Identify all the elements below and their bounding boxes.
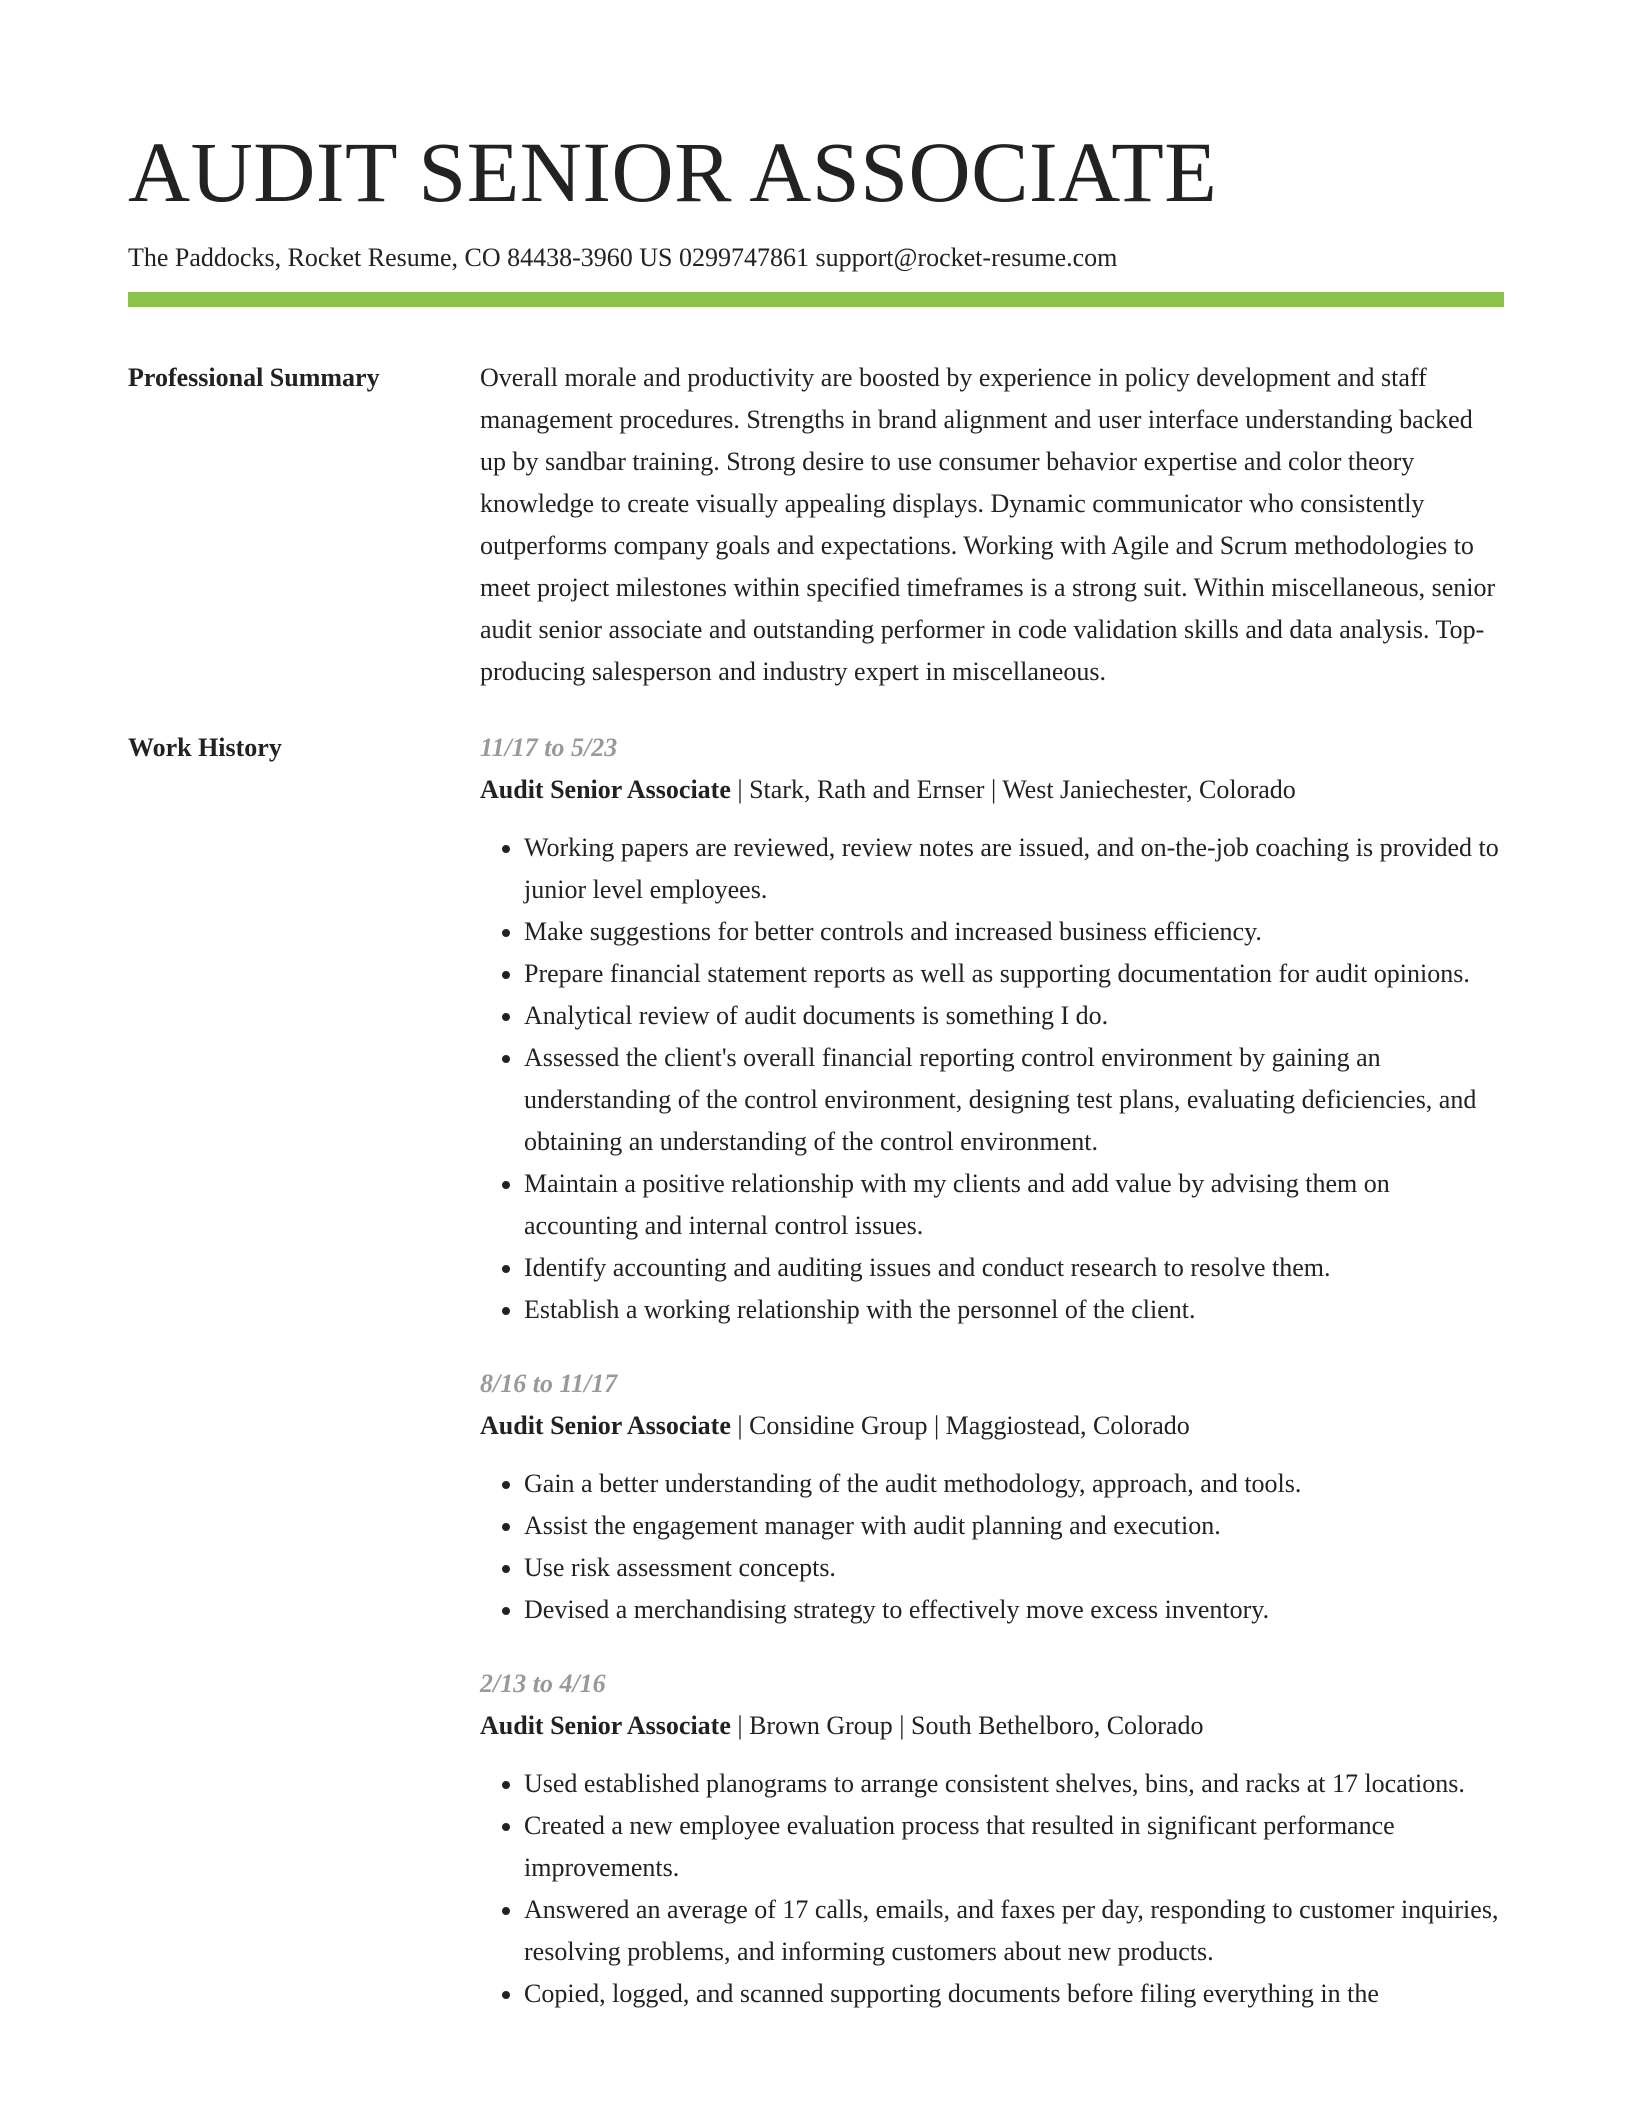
job-title: Audit Senior Associate xyxy=(480,775,731,804)
job-bullet: • Maintain a positive relationship with my clients and add value by advising them on accounting and internal control issues. xyxy=(524,1163,1504,1247)
resume-page xyxy=(128,0,1504,2047)
job-bullet-list xyxy=(480,1763,1504,2015)
job-title: Audit Senior Associate xyxy=(480,1711,731,1740)
job-bullet: • Assist the engagement manager with audit planning and execution. xyxy=(524,1505,1504,1547)
job-title: Audit Senior Associate xyxy=(480,1411,731,1440)
section-label-summary: Professional Summary xyxy=(128,363,380,392)
job-bullet: • Used established planograms to arrange consistent shelves, bins, and racks at 17 locations. xyxy=(524,1763,1504,1805)
job-employer-location: | Brown Group | South Bethelboro, Colorado xyxy=(730,1711,1204,1740)
job-bullet: • Establish a working relationship with the personnel of the client. xyxy=(524,1289,1504,1331)
resume-name: AUDIT SENIOR ASSOCIATE xyxy=(128,124,1218,220)
job-title-line xyxy=(480,1405,1504,1447)
job-bullet: • Assessed the client's overall financial reporting control environment by gaining an understanding of the control environment, designing test plans, evaluating deficiencies, and obtaining an understanding of the control environment. xyxy=(524,1037,1504,1163)
summary-body xyxy=(480,357,1504,693)
job-bullet: • Identify accounting and auditing issues and conduct research to resolve them. xyxy=(524,1247,1504,1289)
job-bullet: • Working papers are reviewed, review notes are issued, and on-the-job coaching is provided to junior level employees. xyxy=(524,827,1504,911)
job-dates: 8/16 to 11/17 xyxy=(480,1369,618,1398)
job-bullet: • Devised a merchandising strategy to effectively move excess inventory. xyxy=(524,1589,1504,1631)
job-employer-location: | Stark, Rath and Ernser | West Janiechester, Colorado xyxy=(730,775,1296,804)
section-label-work-history: Work History xyxy=(128,733,282,762)
work-history-section xyxy=(128,727,1504,2047)
job-bullet-list xyxy=(480,827,1504,1331)
job-title-line xyxy=(480,769,1504,811)
professional-summary-section xyxy=(128,357,1504,693)
job-bullet: • Gain a better understanding of the audit methodology, approach, and tools. xyxy=(524,1463,1504,1505)
job-bullet-list xyxy=(480,1463,1504,1631)
job-dates: 11/17 to 5/23 xyxy=(480,733,618,762)
job-employer-location: | Considine Group | Maggiostead, Colorado xyxy=(730,1411,1190,1440)
job-bullet: • Created a new employee evaluation process that resulted in significant performance improvements. xyxy=(524,1805,1504,1889)
job-bullet: • Copied, logged, and scanned supporting documents before filing everything in the xyxy=(524,1973,1504,2015)
job-bullet: • Use risk assessment concepts. xyxy=(524,1547,1504,1589)
job-bullet: • Analytical review of audit documents is something I do. xyxy=(524,995,1504,1037)
job-entry xyxy=(480,727,1504,1331)
accent-divider xyxy=(128,292,1504,307)
contact-line: The Paddocks, Rocket Resume, CO 84438-3960 US 0299747861 support@rocket-resume.com xyxy=(128,243,1118,272)
job-title-line xyxy=(480,1705,1504,1747)
work-history-body xyxy=(480,727,1504,2047)
job-entry xyxy=(480,1363,1504,1631)
job-dates: 2/13 to 4/16 xyxy=(480,1669,606,1698)
job-bullet: • Prepare financial statement reports as well as supporting documentation for audit opinions. xyxy=(524,953,1504,995)
job-entry xyxy=(480,1663,1504,2015)
job-bullet: • Make suggestions for better controls and increased business efficiency. xyxy=(524,911,1504,953)
summary-text: Overall morale and productivity are boosted by experience in policy development and staff management procedures. Strengths in brand alignment and user interface understanding backed up by sandbar training. Strong desire to use consumer behavior expertise and color theory knowledge to create visually appealing displays. Dynamic communicator who consistently outperforms company goals and expectations. Working with Agile and Scrum methodologies to meet project milestones within specified timeframes is a strong suit. Within miscellaneous, senior audit senior associate and outstanding performer in code validation skills and data analysis. Top-producing salesperson and industry expert in miscellaneous. xyxy=(480,363,1496,686)
job-bullet: • Answered an average of 17 calls, emails, and faxes per day, responding to customer inquiries, resolving problems, and informing customers about new products. xyxy=(524,1889,1504,1973)
